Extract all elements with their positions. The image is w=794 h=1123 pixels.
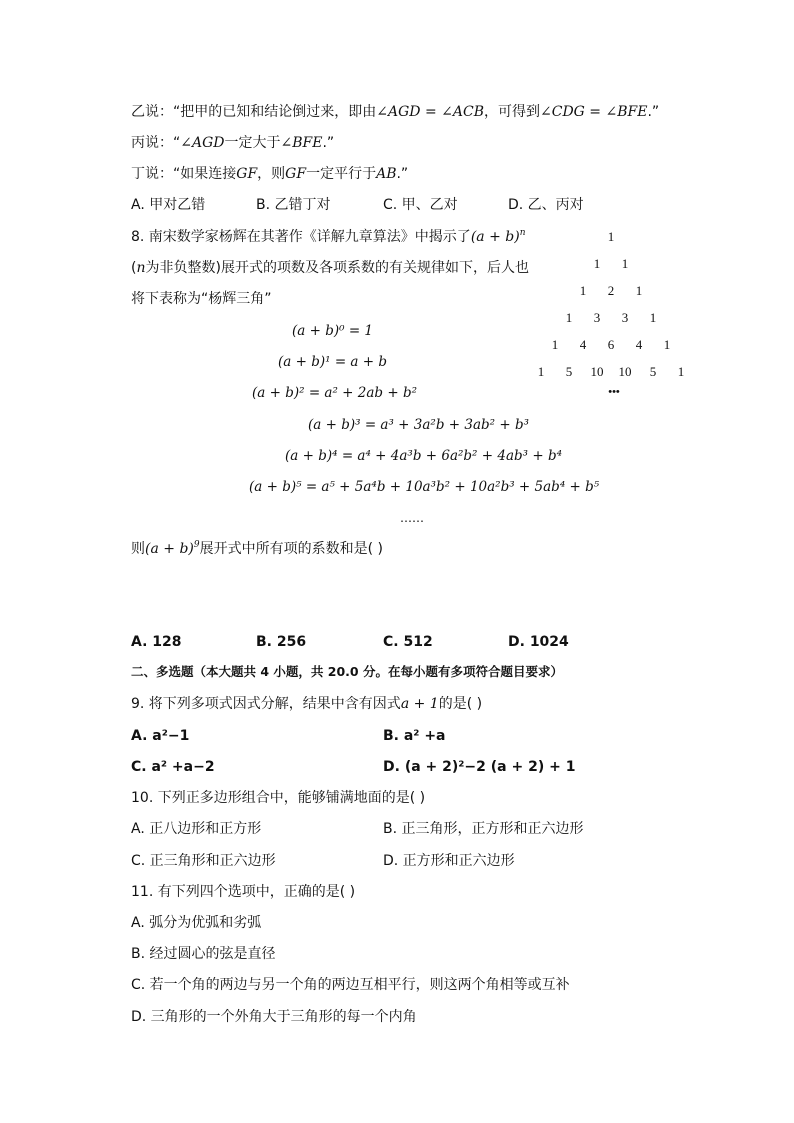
statement-text: 丁说：“如果连接 xyxy=(131,166,237,182)
q7-option-a[interactable]: A. 甲对乙错 xyxy=(131,197,206,213)
q9-stem xyxy=(131,694,482,714)
math-expression: ∠CDG = ∠BFE xyxy=(540,104,648,120)
q10-option-d[interactable]: D. 正方形和正六边形 xyxy=(383,853,515,869)
q9-option-c[interactable]: C. a² +a−2 xyxy=(131,759,215,775)
triangle-number: 3 xyxy=(621,310,629,325)
triangle-number: 1 xyxy=(677,364,685,379)
triangle-number: 1 xyxy=(621,256,629,271)
q10-option-a[interactable]: A. 正八边形和正方形 xyxy=(131,821,262,837)
triangle-number: 1 xyxy=(663,337,671,352)
math-expression: GF xyxy=(236,166,258,182)
statement-text: ，可得到 xyxy=(484,104,540,120)
question-text: 的是( ) xyxy=(438,696,483,712)
math-expression: n xyxy=(136,260,146,276)
math-exponent: 9 xyxy=(193,540,200,550)
math-expression: AB xyxy=(376,166,397,182)
triangle-ellipsis: ••• xyxy=(608,386,620,398)
statement-text: 丙说：“ xyxy=(131,135,181,151)
math-exponent: n xyxy=(519,228,526,238)
q10-option-b[interactable]: B. 正三角形，正方形和正六边形 xyxy=(383,821,584,837)
expansion-2: (a + b)² = a² + 2ab + b² xyxy=(252,385,418,401)
q9-option-a[interactable]: A. a²−1 xyxy=(131,728,190,744)
statement-text: 一定大于 xyxy=(224,135,281,151)
statement-text: 一定平行于 xyxy=(306,166,377,182)
math-expression: (a + b) xyxy=(145,541,194,557)
statement-ding xyxy=(131,164,408,184)
math-expression: ∠AGD = ∠ACB xyxy=(376,104,484,120)
q8-option-a[interactable]: A. 128 xyxy=(131,634,182,650)
q11-option-b[interactable]: B. 经过圆心的弦是直径 xyxy=(131,946,276,962)
q11-option-c[interactable]: C. 若一个角的两边与另一个角的两边互相平行，则这两个角相等或互补 xyxy=(131,977,570,993)
q7-option-d[interactable]: D. 乙、丙对 xyxy=(508,197,584,213)
q8-option-d[interactable]: D. 1024 xyxy=(508,634,569,650)
q8-question xyxy=(131,539,383,559)
q7-option-c[interactable]: C. 甲、乙对 xyxy=(383,197,458,213)
statement-bing xyxy=(131,133,334,153)
statement-text: .” xyxy=(647,104,660,120)
triangle-number: 5 xyxy=(649,364,657,379)
expansion-5: (a + b)⁵ = a⁵ + 5a⁴b + 10a³b² + 10a²b³ + 5ab⁴ + b⁵ xyxy=(249,479,600,495)
triangle-number: 1 xyxy=(635,283,643,298)
question-text: 8. 南宋数学家杨辉在其著作《详解九章算法》中揭示了 xyxy=(131,229,471,245)
question-text: ( xyxy=(131,260,137,276)
triangle-number: 1 xyxy=(607,229,615,244)
triangle-number: 2 xyxy=(607,283,615,298)
q8-stem-line-3: 将下表称为“杨辉三角” xyxy=(131,291,272,307)
triangle-number: 3 xyxy=(593,310,601,325)
section-heading: 二、多选题（本大题共 4 小题，共 20.0 分。在每小题有多项符合题目要求） xyxy=(131,664,563,679)
q8-option-b[interactable]: B. 256 xyxy=(256,634,307,650)
triangle-number: 4 xyxy=(635,337,643,352)
triangle-number: 1 xyxy=(537,364,545,379)
math-expression: ∠AGD xyxy=(180,135,225,151)
math-expression: ∠BFE xyxy=(280,135,323,151)
q8-stem-line-1 xyxy=(131,227,525,247)
expansion-ellipsis: …… xyxy=(400,511,424,525)
question-text: 为非负整数)展开式的项数及各项系数的有关规律如下，后人也 xyxy=(145,260,529,276)
statement-text: .” xyxy=(396,166,409,182)
math-expression: (a + b) xyxy=(470,229,520,245)
q8-option-c[interactable]: C. 512 xyxy=(383,634,433,650)
triangle-number: 10 xyxy=(590,364,604,379)
expansion-1: (a + b)¹ = a + b xyxy=(278,354,388,370)
question-text: 9. 将下列多项式因式分解，结果中含有因式 xyxy=(131,696,401,712)
statement-yi xyxy=(131,102,659,122)
q9-option-d[interactable]: D. (a + 2)²−2 (a + 2) + 1 xyxy=(383,759,576,775)
triangle-number: 1 xyxy=(565,310,573,325)
question-text: 展开式中所有项的系数和是( ) xyxy=(199,541,383,557)
triangle-number: 5 xyxy=(565,364,573,379)
triangle-number: 10 xyxy=(618,364,632,379)
q7-option-b[interactable]: B. 乙错丁对 xyxy=(256,197,331,213)
q8-stem-line-2 xyxy=(131,258,529,278)
math-expression: a + 1 xyxy=(400,696,439,712)
statement-text: 乙说：“把甲的已知和结论倒过来，即由 xyxy=(131,104,377,120)
triangle-number: 4 xyxy=(579,337,587,352)
statement-text: ，则 xyxy=(257,166,286,182)
q9-option-b[interactable]: B. a² +a xyxy=(383,728,446,744)
triangle-number: 1 xyxy=(551,337,559,352)
math-expression: GF xyxy=(285,166,307,182)
q11-option-a[interactable]: A. 弧分为优弧和劣弧 xyxy=(131,915,262,931)
statement-text: .” xyxy=(322,135,335,151)
q11-stem: 11. 有下列四个选项中，正确的是( ) xyxy=(131,884,356,900)
triangle-number: 1 xyxy=(593,256,601,271)
expansion-0: (a + b)⁰ = 1 xyxy=(292,323,374,339)
triangle-number: 6 xyxy=(607,337,615,352)
q10-option-c[interactable]: C. 正三角形和正六边形 xyxy=(131,853,276,869)
expansion-3: (a + b)³ = a³ + 3a²b + 3ab² + b³ xyxy=(308,417,530,433)
triangle-number: 1 xyxy=(649,310,657,325)
triangle-number: 1 xyxy=(579,283,587,298)
question-text: 则 xyxy=(131,541,145,557)
expansion-4: (a + b)⁴ = a⁴ + 4a³b + 6a²b² + 4ab³ + b⁴ xyxy=(285,448,563,464)
q11-option-d[interactable]: D. 三角形的一个外角大于三角形的每一个内角 xyxy=(131,1009,417,1025)
q10-stem: 10. 下列正多边形组合中，能够铺满地面的是( ) xyxy=(131,790,426,806)
